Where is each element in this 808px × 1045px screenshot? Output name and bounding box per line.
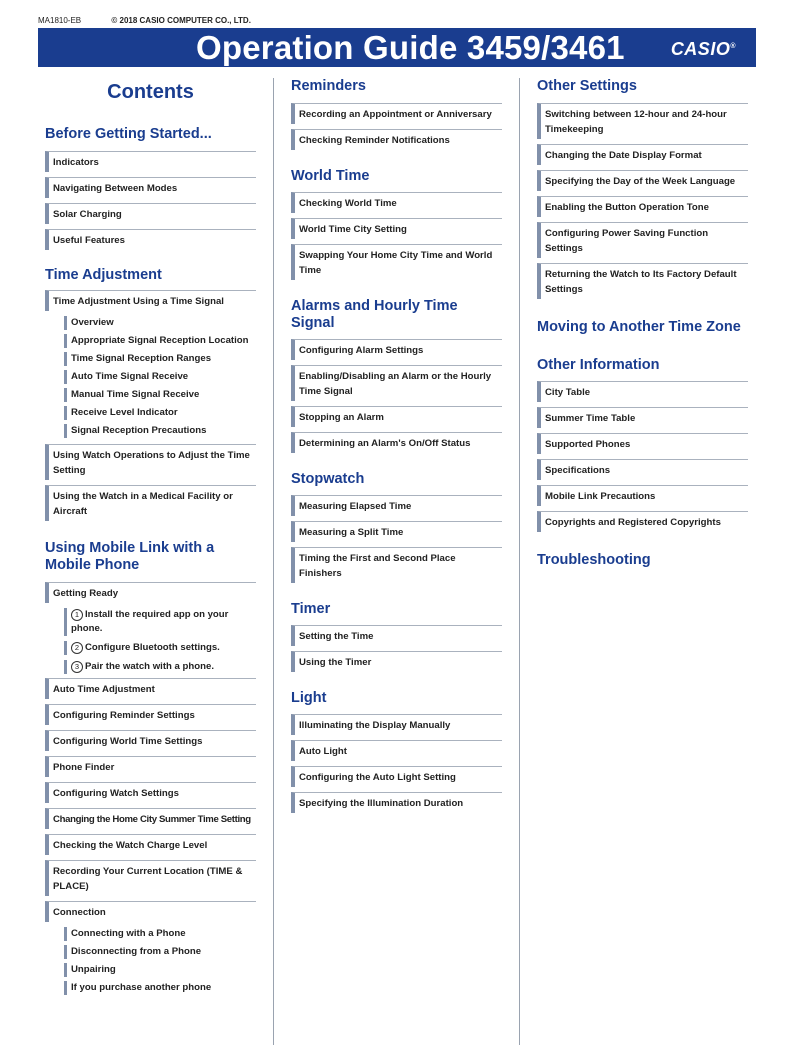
- header-line: [38, 16, 251, 25]
- toc-item[interactable]: Supported Phones: [537, 433, 748, 454]
- toc-item[interactable]: Checking the Watch Charge Level: [45, 834, 256, 855]
- toc-item[interactable]: Configuring Power Saving Function Settings: [537, 222, 748, 258]
- toc-item[interactable]: Measuring a Split Time: [291, 521, 502, 542]
- column-divider: [273, 78, 274, 1045]
- toc-item[interactable]: Using Watch Operations to Adjust the Time Setting: [45, 444, 256, 480]
- toc-item[interactable]: Summer Time Table: [537, 407, 748, 428]
- toc-subitem[interactable]: Signal Reception Precautions: [64, 424, 256, 438]
- toc-subitem[interactable]: Receive Level Indicator: [64, 406, 256, 420]
- title-banner: [38, 28, 756, 67]
- section-title-troubleshooting[interactable]: Troubleshooting: [537, 552, 651, 568]
- toc-item[interactable]: Solar Charging: [45, 203, 256, 224]
- toc-item[interactable]: Phone Finder: [45, 756, 256, 777]
- section-title-timer[interactable]: Timer: [291, 601, 331, 617]
- toc-item[interactable]: Auto Time Adjustment: [45, 678, 256, 699]
- toc-item[interactable]: Using the Watch in a Medical Facility or Aircraft: [45, 485, 256, 521]
- contents-column-3: [537, 70, 748, 569]
- toc-subitem[interactable]: Disconnecting from a Phone: [64, 945, 256, 959]
- toc-subitem[interactable]: Time Signal Reception Ranges: [64, 352, 256, 366]
- section-title-stopwatch[interactable]: Stopwatch: [291, 471, 365, 487]
- toc-item[interactable]: Enabling/Disabling an Alarm or the Hourly Time Signal: [291, 365, 502, 401]
- toc-item[interactable]: Timing the First and Second Place Finishers: [291, 547, 502, 583]
- toc-subitem[interactable]: Connecting with a Phone: [64, 927, 256, 941]
- toc-item[interactable]: Configuring Watch Settings: [45, 782, 256, 803]
- toc-item[interactable]: Setting the Time: [291, 625, 502, 646]
- toc-item[interactable]: Navigating Between Modes: [45, 177, 256, 198]
- toc-subitem[interactable]: Overview: [64, 316, 256, 330]
- toc-item[interactable]: Recording Your Current Location (TIME & PLACE): [45, 860, 256, 896]
- toc-item[interactable]: Time Adjustment Using a Time Signal: [45, 290, 256, 311]
- step-text: Pair the watch with a phone.: [85, 661, 215, 672]
- toc-item[interactable]: Getting Ready: [45, 582, 256, 603]
- toc-item[interactable]: Copyrights and Registered Copyrights: [537, 511, 748, 532]
- section-title-other-settings[interactable]: Other Settings: [537, 78, 637, 94]
- toc-item[interactable]: Recording an Appointment or Anniversary: [291, 103, 502, 124]
- step-text: Configure Bluetooth settings.: [85, 642, 220, 653]
- toc-item[interactable]: Indicators: [45, 151, 256, 172]
- toc-item[interactable]: Connection: [45, 901, 256, 922]
- toc-item[interactable]: City Table: [537, 381, 748, 402]
- toc-item[interactable]: Using the Timer: [291, 651, 502, 672]
- step-number: 1: [71, 609, 83, 621]
- contents-column-1: [45, 70, 256, 995]
- toc-item[interactable]: Measuring Elapsed Time: [291, 495, 502, 516]
- toc-item[interactable]: Enabling the Button Operation Tone: [537, 196, 748, 217]
- toc-subitem[interactable]: Unpairing: [64, 963, 256, 977]
- toc-subitem[interactable]: Appropriate Signal Reception Location: [64, 334, 256, 348]
- toc-subitem[interactable]: Auto Time Signal Receive: [64, 370, 256, 384]
- toc-item[interactable]: Auto Light: [291, 740, 502, 761]
- toc-subitem[interactable]: Manual Time Signal Receive: [64, 388, 256, 402]
- copyright-notice: © 2018 CASIO COMPUTER CO., LTD.: [111, 16, 251, 25]
- logo-text: CASIO: [670, 39, 731, 59]
- doc-code: MA1810-EB: [38, 16, 82, 25]
- section-title-before[interactable]: Before Getting Started...: [45, 126, 212, 142]
- toc-item[interactable]: Mobile Link Precautions: [537, 485, 748, 506]
- step-text: Install the required app on your phone.: [71, 609, 229, 634]
- toc-item[interactable]: Configuring Reminder Settings: [45, 704, 256, 725]
- toc-item[interactable]: Returning the Watch to Its Factory Default Settings: [537, 263, 748, 299]
- section-title-light[interactable]: Light: [291, 690, 327, 706]
- toc-item[interactable]: World Time City Setting: [291, 218, 502, 239]
- toc-subitem-step[interactable]: [64, 641, 256, 655]
- toc-item[interactable]: Changing the Home City Summer Time Setting: [45, 808, 256, 829]
- registered-mark: ®: [730, 43, 736, 50]
- page-title: Operation Guide 3459/3461: [196, 29, 625, 66]
- casio-logo: [671, 39, 736, 60]
- toc-item[interactable]: Changing the Date Display Format: [537, 144, 748, 165]
- section-title-moving-time-zone[interactable]: Moving to Another Time Zone: [537, 319, 741, 335]
- section-title-reminders[interactable]: Reminders: [291, 78, 366, 94]
- section-title-time-adjustment[interactable]: Time Adjustment: [45, 267, 162, 283]
- step-number: 2: [71, 642, 83, 654]
- toc-item[interactable]: Switching between 12-hour and 24-hour Timekeeping: [537, 103, 748, 139]
- toc-item[interactable]: Illuminating the Display Manually: [291, 714, 502, 735]
- toc-item[interactable]: Checking Reminder Notifications: [291, 129, 502, 150]
- section-title-alarms[interactable]: Alarms and Hourly Time Signal: [291, 298, 458, 331]
- toc-subitem[interactable]: If you purchase another phone: [64, 981, 256, 995]
- toc-item[interactable]: Swapping Your Home City Time and World Time: [291, 244, 502, 280]
- toc-item[interactable]: Configuring Alarm Settings: [291, 339, 502, 360]
- toc-item[interactable]: Useful Features: [45, 229, 256, 250]
- section-title-other-information[interactable]: Other Information: [537, 357, 660, 373]
- contents-heading: Contents: [107, 81, 194, 103]
- toc-item[interactable]: Checking World Time: [291, 192, 502, 213]
- toc-item[interactable]: Configuring World Time Settings: [45, 730, 256, 751]
- toc-subitem-step[interactable]: [64, 660, 256, 674]
- toc-item[interactable]: Determining an Alarm's On/Off Status: [291, 432, 502, 453]
- toc-item[interactable]: Specifications: [537, 459, 748, 480]
- toc-item[interactable]: Configuring the Auto Light Setting: [291, 766, 502, 787]
- contents-column-2: [291, 70, 502, 813]
- toc-item[interactable]: Stopping an Alarm: [291, 406, 502, 427]
- section-title-mobile-link[interactable]: Using Mobile Link with a Mobile Phone: [45, 540, 215, 573]
- toc-subitem-step[interactable]: [64, 608, 256, 636]
- column-divider: [519, 78, 520, 1045]
- toc-item[interactable]: Specifying the Day of the Week Language: [537, 170, 748, 191]
- toc-item[interactable]: Specifying the Illumination Duration: [291, 792, 502, 813]
- step-number: 3: [71, 661, 83, 673]
- section-title-world-time[interactable]: World Time: [291, 168, 370, 184]
